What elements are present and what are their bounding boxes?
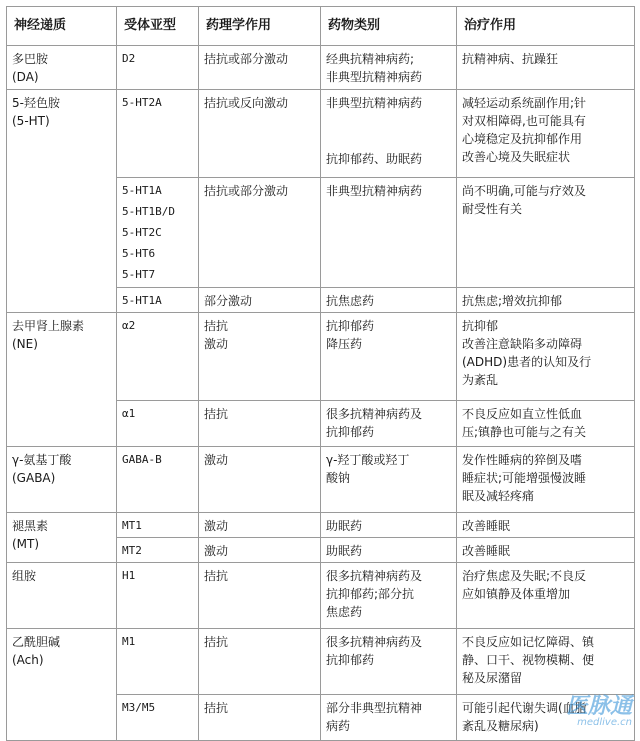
header-therapeutic-effect: 治疗作用 — [457, 7, 635, 46]
cell-neurotransmitter: 5-羟色胺 (5-HT) — [7, 90, 117, 313]
cell-drug-class: 抗抑郁药 降压药 — [321, 313, 457, 401]
table-row — [7, 513, 635, 538]
cell-drug-class: 很多抗精神病药及 抗抑郁药 — [321, 401, 457, 447]
header-pharmacological-action: 药理学作用 — [199, 7, 321, 46]
cell-effect: 发作性睡病的猝倒及嗜 睡症状;可能增强慢波睡 眠及减轻疼痛 — [457, 447, 635, 513]
table-row — [7, 447, 635, 513]
cell-action: 拮抗 激动 — [199, 313, 321, 401]
header-neurotransmitter: 神经递质 — [7, 7, 117, 46]
cell-drug-class: 很多抗精神病药及 抗抑郁药 — [321, 629, 457, 695]
cell-action: 拮抗或反向激动 — [199, 90, 321, 178]
cell-drug-class: 非典型抗精神病药 — [321, 178, 457, 288]
cell-receptor: MT2 — [117, 538, 199, 563]
cell-action: 拮抗 — [199, 401, 321, 447]
cell-action: 部分激动 — [199, 288, 321, 313]
cell-drug-class: 助眠药 — [321, 513, 457, 538]
cell-effect: 改善睡眠 — [457, 538, 635, 563]
cell-effect: 治疗焦虑及失眠;不良反 应如镇静及体重增加 — [457, 563, 635, 629]
header-receptor-subtype: 受体亚型 — [117, 7, 199, 46]
cell-action: 激动 — [199, 538, 321, 563]
cell-receptor: α1 — [117, 401, 199, 447]
cell-drug-class: 经典抗精神病药; 非典型抗精神病药 — [321, 46, 457, 90]
cell-receptor: M3/M5 — [117, 695, 199, 741]
cell-effect: 减轻运动系统副作用;针 对双相障碍,也可能具有 心境稳定及抗抑郁作用 改善心境及失眠症状 — [457, 90, 635, 178]
cell-receptor: 5-HT1A — [117, 288, 199, 313]
cell-action: 拮抗或部分激动 — [199, 46, 321, 90]
cell-effect: 不良反应如直立性低血 压;镇静也可能与之有关 — [457, 401, 635, 447]
cell-drug-class: γ-羟丁酸或羟丁 酸钠 — [321, 447, 457, 513]
cell-neurotransmitter: 去甲肾上腺素 (NE) — [7, 313, 117, 447]
cell-receptor: MT1 — [117, 513, 199, 538]
cell-neurotransmitter: 乙酰胆碱 (Ach) — [7, 629, 117, 741]
cell-effect: 可能引起代谢失调(血脂 紊乱及糖尿病) — [457, 695, 635, 741]
cell-receptor: M1 — [117, 629, 199, 695]
cell-action: 拮抗 — [199, 563, 321, 629]
cell-neurotransmitter: 组胺 — [7, 563, 117, 629]
cell-action: 拮抗或部分激动 — [199, 178, 321, 288]
header-drug-class: 药物类别 — [321, 7, 457, 46]
cell-drug-class: 抗焦虑药 — [321, 288, 457, 313]
cell-action: 拮抗 — [199, 695, 321, 741]
cell-action: 激动 — [199, 447, 321, 513]
cell-effect: 抗精神病、抗躁狂 — [457, 46, 635, 90]
table-row — [7, 629, 635, 695]
table-row — [7, 90, 635, 178]
table-row — [7, 46, 635, 90]
cell-action: 激动 — [199, 513, 321, 538]
cell-drug-class: 助眠药 — [321, 538, 457, 563]
cell-action: 拮抗 — [199, 629, 321, 695]
watermark-brand: 医脉通 — [565, 694, 632, 719]
table-row — [7, 313, 635, 401]
cell-receptor: GABA-B — [117, 447, 199, 513]
cell-effect: 改善睡眠 — [457, 513, 635, 538]
cell-receptor: D2 — [117, 46, 199, 90]
cell-neurotransmitter: γ-氨基丁酸 (GABA) — [7, 447, 117, 513]
neurotransmitter-table — [6, 6, 635, 741]
watermark-domain: medlive.cn — [577, 717, 632, 728]
cell-effect: 不良反应如记忆障碍、镇 静、口干、视物模糊、便 秘及尿潴留 — [457, 629, 635, 695]
cell-receptor: 5-HT2A — [117, 90, 199, 178]
cell-neurotransmitter: 褪黑素 (MT) — [7, 513, 117, 563]
cell-receptor: 5-HT1A 5-HT1B/D 5-HT2C 5-HT6 5-HT7 — [117, 178, 199, 288]
cell-drug-class: 部分非典型抗精神 病药 — [321, 695, 457, 741]
table-row — [7, 563, 635, 629]
cell-drug-class: 非典型抗精神病药 抗抑郁药、助眠药 — [321, 90, 457, 178]
cell-drug-class: 很多抗精神病药及 抗抑郁药;部分抗 焦虑药 — [321, 563, 457, 629]
cell-receptor: H1 — [117, 563, 199, 629]
cell-neurotransmitter: 多巴胺 (DA) — [7, 46, 117, 90]
cell-effect: 尚不明确,可能与疗效及 耐受性有关 — [457, 178, 635, 288]
header-row — [7, 7, 635, 46]
cell-receptor: α2 — [117, 313, 199, 401]
cell-effect: 抗抑郁 改善注意缺陷多动障碍 (ADHD)患者的认知及行 为紊乱 — [457, 313, 635, 401]
cell-effect: 抗焦虑;增效抗抑郁 — [457, 288, 635, 313]
medlive-watermark — [566, 696, 632, 728]
